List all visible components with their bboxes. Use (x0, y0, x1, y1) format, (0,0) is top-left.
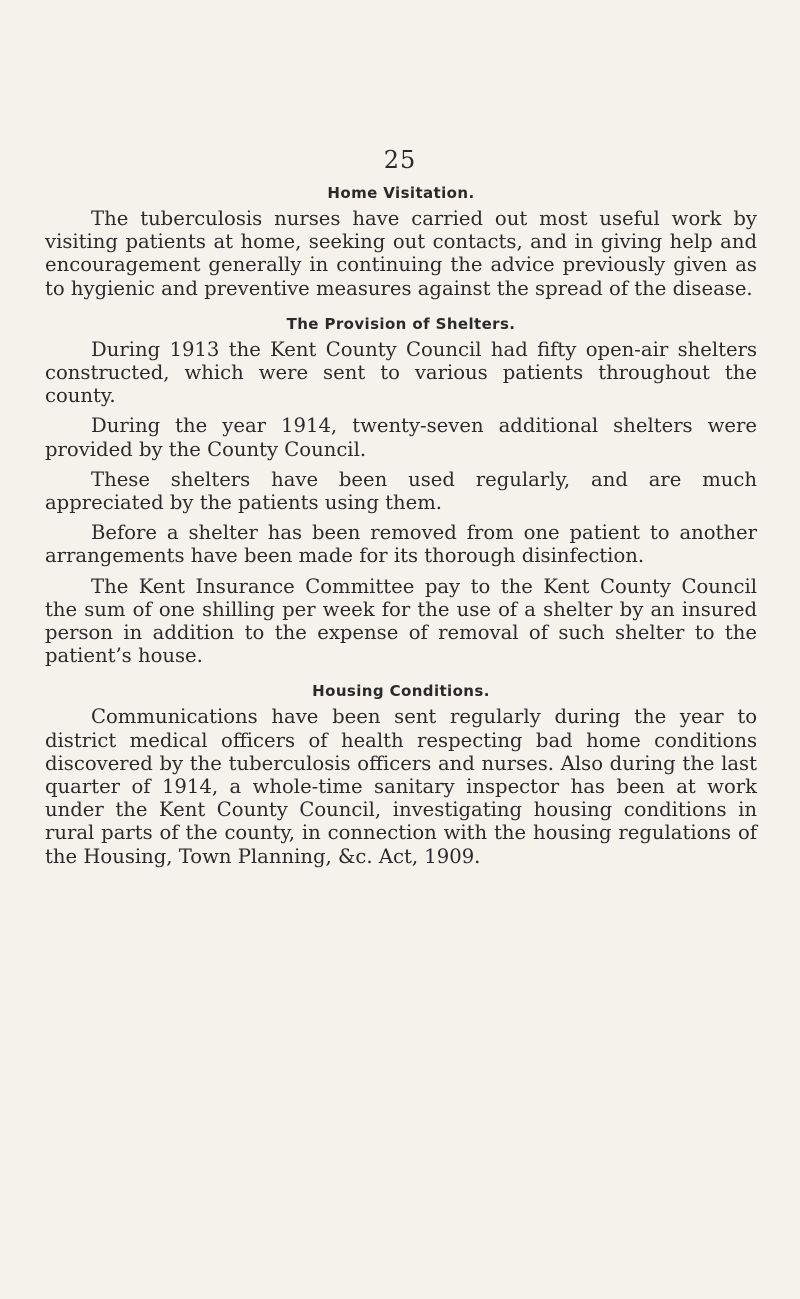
section-housing-conditions (45, 681, 757, 867)
section-heading: Home Visitation. (327, 184, 475, 202)
section-heading: Housing Conditions. (312, 682, 490, 701)
paragraph: The tuberculosis nurses have carried out most useful work by visiting patients at home, seeking out contacts, and in giving help and encouragement generally in continuing the advice previously given as to hygienic and preventive measures against the spread of the disease. (45, 207, 757, 300)
paragraph: These shelters have been used regularly, and are much appreciated by the patients using them. (45, 467, 757, 515)
section-heading: The Provision of Shelters. (286, 314, 516, 333)
paragraph: The Kent Insurance Committee pay to the Kent County Council the sum of one shilling per week for the use of a shelter by an insured person in addition to the expense of removal of such shelter to the patient’s house. (45, 574, 757, 668)
section-provision-of-shelters (45, 314, 757, 668)
section-home-visitation (45, 183, 757, 300)
paragraph: Communications have been sent regularly during the year to district medical officers of health respecting bad home conditions discovered by the tuberculosis officers and nurses. Also during the last quarter of 1914, a whole-time sanitary inspector has been at work under the Kent County Council, investigating housing conditions in rural parts of the county, in connection with the housing regulations of the Housing, Town Planning, &c. Act, 1909. (45, 705, 757, 868)
paragraph: Before a shelter has been removed from one patient to another arrangements have been made for its thorough disinfection. (45, 521, 757, 568)
page-number: 25 (383, 146, 417, 174)
paragraph: During 1913 the Kent County Council had fifty open-air shelters constructed, which were sent to various patients throughout the county. (45, 337, 757, 408)
document-body (45, 183, 757, 875)
paragraph: During the year 1914, twenty-seven additional shelters were provided by the County Council. (45, 414, 757, 461)
